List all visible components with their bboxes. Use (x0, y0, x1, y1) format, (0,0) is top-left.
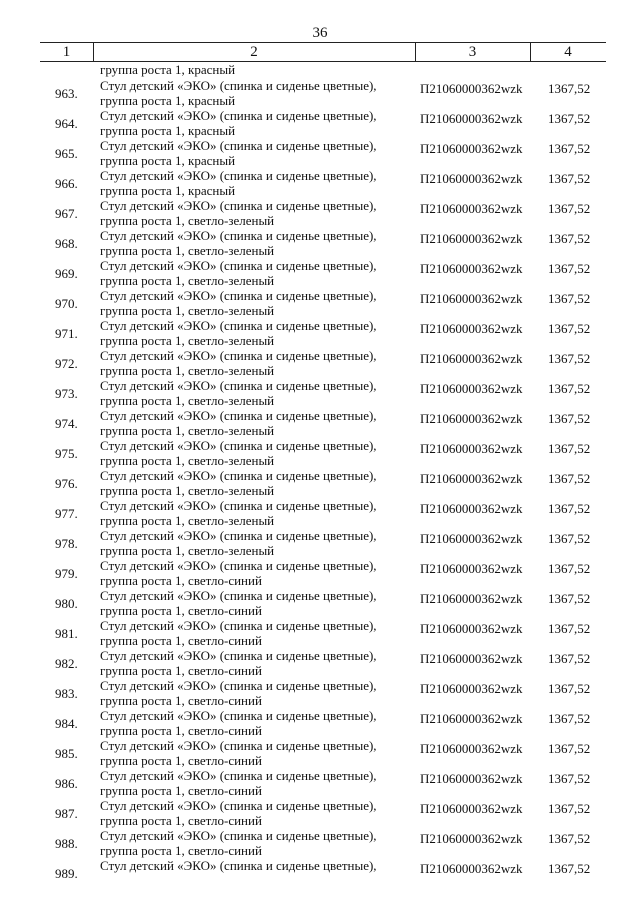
description-line-2: группа роста 1, светло-синий (100, 603, 262, 618)
table-row (0, 228, 640, 258)
row-number: 970. (55, 296, 78, 311)
table-row (0, 348, 640, 378)
description-line-2: группа роста 1, светло-зеленый (100, 363, 275, 378)
description-line-2: группа роста 1, светло-зеленый (100, 243, 275, 258)
row-number: 966. (55, 176, 78, 191)
description-line-2: группа роста 1, светло-синий (100, 693, 262, 708)
description-line-1: Стул детский «ЭКО» (спинка и сиденье цветные), (100, 288, 377, 303)
continued-line: группа роста 1, красный (100, 62, 236, 77)
description-line-1: Стул детский «ЭКО» (спинка и сиденье цветные), (100, 768, 377, 783)
row-price: 1367,52 (548, 81, 591, 96)
row-price: 1367,52 (548, 471, 591, 486)
table-row (0, 108, 640, 138)
row-price: 1367,52 (548, 231, 591, 246)
table-row (0, 528, 640, 558)
table-row (0, 258, 640, 288)
description-line-1: Стул детский «ЭКО» (спинка и сиденье цветные), (100, 138, 377, 153)
row-description (100, 78, 377, 108)
table-row (0, 858, 640, 888)
row-description (100, 318, 377, 348)
description-line-2: группа роста 1, светло-зеленый (100, 333, 275, 348)
table-row (0, 828, 640, 858)
description-line-2: группа роста 1, светло-зеленый (100, 483, 275, 498)
row-number: 973. (55, 386, 78, 401)
table-row (0, 618, 640, 648)
row-description (100, 708, 377, 738)
row-number: 982. (55, 656, 78, 671)
row-description (100, 138, 377, 168)
row-description (100, 828, 377, 858)
description-line-2: группа роста 1, светло-синий (100, 573, 262, 588)
description-line-2: группа роста 1, красный (100, 123, 236, 138)
description-line-2: группа роста 1, красный (100, 93, 236, 108)
row-code: П21060000362wzk (420, 771, 523, 786)
description-line-2: группа роста 1, светло-зеленый (100, 513, 275, 528)
row-code: П21060000362wzk (420, 591, 523, 606)
row-code: П21060000362wzk (420, 201, 523, 216)
row-description (100, 558, 377, 588)
description-line-2: группа роста 1, светло-зеленый (100, 273, 275, 288)
description-line-1: Стул детский «ЭКО» (спинка и сиденье цветные), (100, 198, 377, 213)
description-line-1: Стул детский «ЭКО» (спинка и сиденье цветные), (100, 258, 377, 273)
row-number: 981. (55, 626, 78, 641)
row-description (100, 858, 377, 873)
row-code: П21060000362wzk (420, 441, 523, 456)
row-price: 1367,52 (548, 831, 591, 846)
row-code: П21060000362wzk (420, 531, 523, 546)
row-number: 971. (55, 326, 78, 341)
description-line-1: Стул детский «ЭКО» (спинка и сиденье цветные), (100, 618, 377, 633)
row-price: 1367,52 (548, 201, 591, 216)
table-row (0, 318, 640, 348)
description-line-2: группа роста 1, красный (100, 153, 236, 168)
row-code: П21060000362wzk (420, 501, 523, 516)
row-code: П21060000362wzk (420, 711, 523, 726)
description-line-1: Стул детский «ЭКО» (спинка и сиденье цветные), (100, 648, 377, 663)
row-price: 1367,52 (548, 261, 591, 276)
row-price: 1367,52 (548, 321, 591, 336)
row-code: П21060000362wzk (420, 411, 523, 426)
header-col-3: 3 (468, 44, 477, 60)
row-code: П21060000362wzk (420, 831, 523, 846)
row-description (100, 468, 377, 498)
header-col-4: 4 (564, 44, 572, 60)
row-description (100, 378, 377, 408)
row-code: П21060000362wzk (420, 801, 523, 816)
row-code: П21060000362wzk (420, 471, 523, 486)
description-line-1: Стул детский «ЭКО» (спинка и сиденье цветные), (100, 318, 377, 333)
description-line-1: Стул детский «ЭКО» (спинка и сиденье цветные), (100, 828, 377, 843)
table-row (0, 678, 640, 708)
description-line-2: группа роста 1, светло-синий (100, 663, 262, 678)
row-price: 1367,52 (548, 621, 591, 636)
table-row (0, 468, 640, 498)
row-number: 967. (55, 206, 78, 221)
row-number: 983. (55, 686, 78, 701)
row-number: 974. (55, 416, 78, 431)
row-number: 975. (55, 446, 78, 461)
table-row (0, 798, 640, 828)
row-code: П21060000362wzk (420, 291, 523, 306)
description-line-2: группа роста 1, светло-синий (100, 813, 262, 828)
table-row (0, 288, 640, 318)
description-line-1: Стул детский «ЭКО» (спинка и сиденье цветные), (100, 858, 377, 873)
row-number: 969. (55, 266, 78, 281)
description-line-1: Стул детский «ЭКО» (спинка и сиденье цветные), (100, 558, 377, 573)
table-row (0, 648, 640, 678)
table-row (0, 558, 640, 588)
row-price: 1367,52 (548, 501, 591, 516)
row-number: 985. (55, 746, 78, 761)
description-line-2: группа роста 1, светло-зеленый (100, 303, 275, 318)
description-line-1: Стул детский «ЭКО» (спинка и сиденье цветные), (100, 708, 377, 723)
row-description (100, 768, 377, 798)
description-line-2: группа роста 1, светло-синий (100, 723, 262, 738)
row-code: П21060000362wzk (420, 81, 523, 96)
row-description (100, 228, 377, 258)
row-price: 1367,52 (548, 771, 591, 786)
table-row (0, 138, 640, 168)
table-row (0, 588, 640, 618)
row-description (100, 738, 377, 768)
description-line-1: Стул детский «ЭКО» (спинка и сиденье цветные), (100, 228, 377, 243)
description-line-1: Стул детский «ЭКО» (спинка и сиденье цветные), (100, 678, 377, 693)
page-number: 36 (312, 25, 328, 41)
description-line-2: группа роста 1, светло-синий (100, 843, 262, 858)
row-price: 1367,52 (548, 381, 591, 396)
row-price: 1367,52 (548, 741, 591, 756)
description-line-1: Стул детский «ЭКО» (спинка и сиденье цветные), (100, 498, 377, 513)
row-description (100, 528, 377, 558)
row-price: 1367,52 (548, 681, 591, 696)
row-description (100, 588, 377, 618)
row-number: 979. (55, 566, 78, 581)
table-row (0, 438, 640, 468)
row-code: П21060000362wzk (420, 261, 523, 276)
row-number: 972. (55, 356, 78, 371)
row-code: П21060000362wzk (420, 171, 523, 186)
description-line-1: Стул детский «ЭКО» (спинка и сиденье цветные), (100, 78, 377, 93)
row-price: 1367,52 (548, 171, 591, 186)
row-code: П21060000362wzk (420, 381, 523, 396)
row-number: 980. (55, 596, 78, 611)
table-row (0, 78, 640, 108)
description-line-2: группа роста 1, светло-синий (100, 753, 262, 768)
row-number: 963. (55, 86, 78, 101)
row-description (100, 258, 377, 288)
row-price: 1367,52 (548, 531, 591, 546)
description-line-2: группа роста 1, светло-зеленый (100, 213, 275, 228)
row-description (100, 198, 377, 228)
table-row (0, 378, 640, 408)
description-line-2: группа роста 1, светло-зеленый (100, 453, 275, 468)
row-price: 1367,52 (548, 411, 591, 426)
description-line-2: группа роста 1, светло-синий (100, 783, 262, 798)
row-price: 1367,52 (548, 591, 591, 606)
row-price: 1367,52 (548, 291, 591, 306)
description-line-1: Стул детский «ЭКО» (спинка и сиденье цветные), (100, 378, 377, 393)
row-code: П21060000362wzk (420, 111, 523, 126)
row-number: 984. (55, 716, 78, 731)
description-line-2: группа роста 1, светло-зеленый (100, 393, 275, 408)
table-header (40, 42, 606, 62)
row-description (100, 168, 377, 198)
row-code: П21060000362wzk (420, 231, 523, 246)
table-row (0, 768, 640, 798)
row-number: 978. (55, 536, 78, 551)
description-line-2: группа роста 1, светло-зеленый (100, 423, 275, 438)
description-line-2: группа роста 1, красный (100, 183, 236, 198)
table-row (0, 408, 640, 438)
table-row (0, 498, 640, 528)
row-code: П21060000362wzk (420, 681, 523, 696)
row-number: 968. (55, 236, 78, 251)
row-description (100, 798, 377, 828)
row-code: П21060000362wzk (420, 741, 523, 756)
description-line-2: группа роста 1, светло-синий (100, 633, 262, 648)
row-price: 1367,52 (548, 801, 591, 816)
row-number: 964. (55, 116, 78, 131)
description-line-1: Стул детский «ЭКО» (спинка и сиденье цветные), (100, 348, 377, 363)
row-price: 1367,52 (548, 141, 591, 156)
row-description (100, 408, 377, 438)
row-description (100, 618, 377, 648)
row-price: 1367,52 (548, 441, 591, 456)
row-price: 1367,52 (548, 351, 591, 366)
description-line-1: Стул детский «ЭКО» (спинка и сиденье цветные), (100, 738, 377, 753)
table-row (0, 738, 640, 768)
row-number: 976. (55, 476, 78, 491)
row-number: 965. (55, 146, 78, 161)
table-row (0, 708, 640, 738)
row-number: 988. (55, 836, 78, 851)
description-line-1: Стул детский «ЭКО» (спинка и сиденье цветные), (100, 528, 377, 543)
row-description (100, 108, 377, 138)
description-line-2: группа роста 1, светло-зеленый (100, 543, 275, 558)
description-line-1: Стул детский «ЭКО» (спинка и сиденье цветные), (100, 468, 377, 483)
row-price: 1367,52 (548, 861, 591, 876)
row-price: 1367,52 (548, 561, 591, 576)
row-code: П21060000362wzk (420, 351, 523, 366)
table-row (0, 168, 640, 198)
description-line-1: Стул детский «ЭКО» (спинка и сиденье цветные), (100, 438, 377, 453)
row-description (100, 678, 377, 708)
row-code: П21060000362wzk (420, 141, 523, 156)
row-price: 1367,52 (548, 711, 591, 726)
row-description (100, 498, 377, 528)
table-row (0, 198, 640, 228)
description-line-1: Стул детский «ЭКО» (спинка и сиденье цветные), (100, 408, 377, 423)
row-description (100, 288, 377, 318)
description-line-1: Стул детский «ЭКО» (спинка и сиденье цветные), (100, 588, 377, 603)
row-description (100, 648, 377, 678)
row-price: 1367,52 (548, 111, 591, 126)
row-number: 987. (55, 806, 78, 821)
description-line-1: Стул детский «ЭКО» (спинка и сиденье цветные), (100, 798, 377, 813)
row-price: 1367,52 (548, 651, 591, 666)
row-description (100, 348, 377, 378)
row-number: 977. (55, 506, 78, 521)
row-description (100, 438, 377, 468)
description-line-1: Стул детский «ЭКО» (спинка и сиденье цветные), (100, 108, 377, 123)
row-code: П21060000362wzk (420, 861, 523, 876)
header-col-1: 1 (62, 44, 71, 60)
row-code: П21060000362wzk (420, 321, 523, 336)
row-code: П21060000362wzk (420, 561, 523, 576)
header-col-2: 2 (250, 44, 258, 60)
row-code: П21060000362wzk (420, 651, 523, 666)
row-number: 989. (55, 866, 78, 881)
row-code: П21060000362wzk (420, 621, 523, 636)
description-line-1: Стул детский «ЭКО» (спинка и сиденье цветные), (100, 168, 377, 183)
row-number: 986. (55, 776, 78, 791)
